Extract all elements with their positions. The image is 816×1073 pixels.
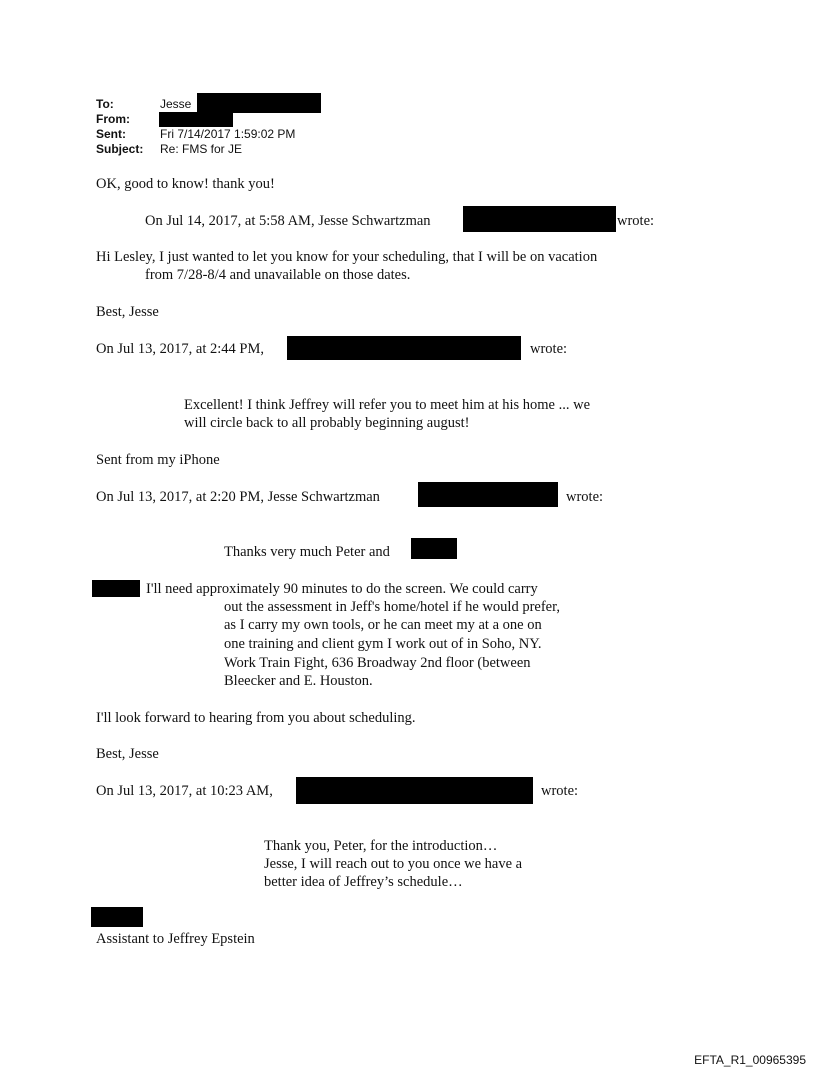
from-label: From: xyxy=(96,112,130,126)
document-id: EFTA_R1_00965395 xyxy=(694,1053,806,1067)
body-line: Hi Lesley, I just wanted to let you know for your scheduling, that I will be on vacation xyxy=(96,249,598,265)
quote-attribution: On Jul 13, 2017, at 10:23 AM, xyxy=(96,783,273,799)
subject-label: Subject: xyxy=(96,142,144,156)
to-label: To: xyxy=(96,97,114,111)
redaction-box xyxy=(159,112,233,127)
redaction-box xyxy=(92,580,140,597)
body-line: Sent from my iPhone xyxy=(96,452,220,468)
body-line: Excellent! I think Jeffrey will refer you to meet him at his home ... we xyxy=(184,397,591,413)
signoff: Best, Jesse xyxy=(96,746,159,762)
quote-attribution: On Jul 13, 2017, at 2:20 PM, Jesse Schwartzman xyxy=(96,489,380,505)
body-line: Thank you, Peter, for the introduction… xyxy=(264,838,498,854)
body-line: out the assessment in Jeff's home/hotel if he would prefer, xyxy=(224,599,560,615)
quote-attribution-wrote: wrote: xyxy=(530,341,568,357)
body-line: Work Train Fight, 636 Broadway 2nd floor (between xyxy=(224,655,531,671)
redaction-box xyxy=(197,93,321,113)
subject-value: Re: FMS for JE xyxy=(160,142,243,156)
quote-attribution: On Jul 13, 2017, at 2:44 PM, xyxy=(96,341,264,357)
sent-value: Fri 7/14/2017 1:59:02 PM xyxy=(160,127,296,141)
body-line: OK, good to know! thank you! xyxy=(96,176,275,192)
redaction-box xyxy=(91,907,143,927)
body-line: Bleecker and E. Houston. xyxy=(224,673,373,689)
quote-attribution: On Jul 14, 2017, at 5:58 AM, Jesse Schwartzman xyxy=(145,213,431,229)
sent-label: Sent: xyxy=(96,127,126,141)
redaction-box xyxy=(287,336,521,360)
body-line: one training and client gym I work out of in Soho, NY. xyxy=(224,636,542,652)
quote-attribution-wrote: wrote: xyxy=(541,783,579,799)
body-line: Thanks very much Peter and xyxy=(224,544,390,560)
quote-attribution-wrote: wrote: xyxy=(566,489,604,505)
signature-title: Assistant to Jeffrey Epstein xyxy=(96,931,255,947)
redaction-box xyxy=(296,777,533,804)
quote-attribution-wrote: wrote: xyxy=(617,213,655,229)
to-value: Jesse xyxy=(160,97,192,111)
signoff: Best, Jesse xyxy=(96,304,159,320)
body-line: I'll need approximately 90 minutes to do the screen. We could carry xyxy=(146,581,538,597)
body-line: will circle back to all probably beginning august! xyxy=(184,415,470,431)
redaction-box xyxy=(418,482,558,507)
body-line: better idea of Jeffrey’s schedule… xyxy=(264,874,463,890)
body-line: from 7/28-8/4 and unavailable on those dates. xyxy=(145,267,411,283)
redaction-box xyxy=(463,206,616,232)
redaction-box xyxy=(411,538,457,559)
body-line: as I carry my own tools, or he can meet my at a one on xyxy=(224,617,542,633)
body-line: I'll look forward to hearing from you about scheduling. xyxy=(96,710,416,726)
body-line: Jesse, I will reach out to you once we have a xyxy=(264,856,523,872)
